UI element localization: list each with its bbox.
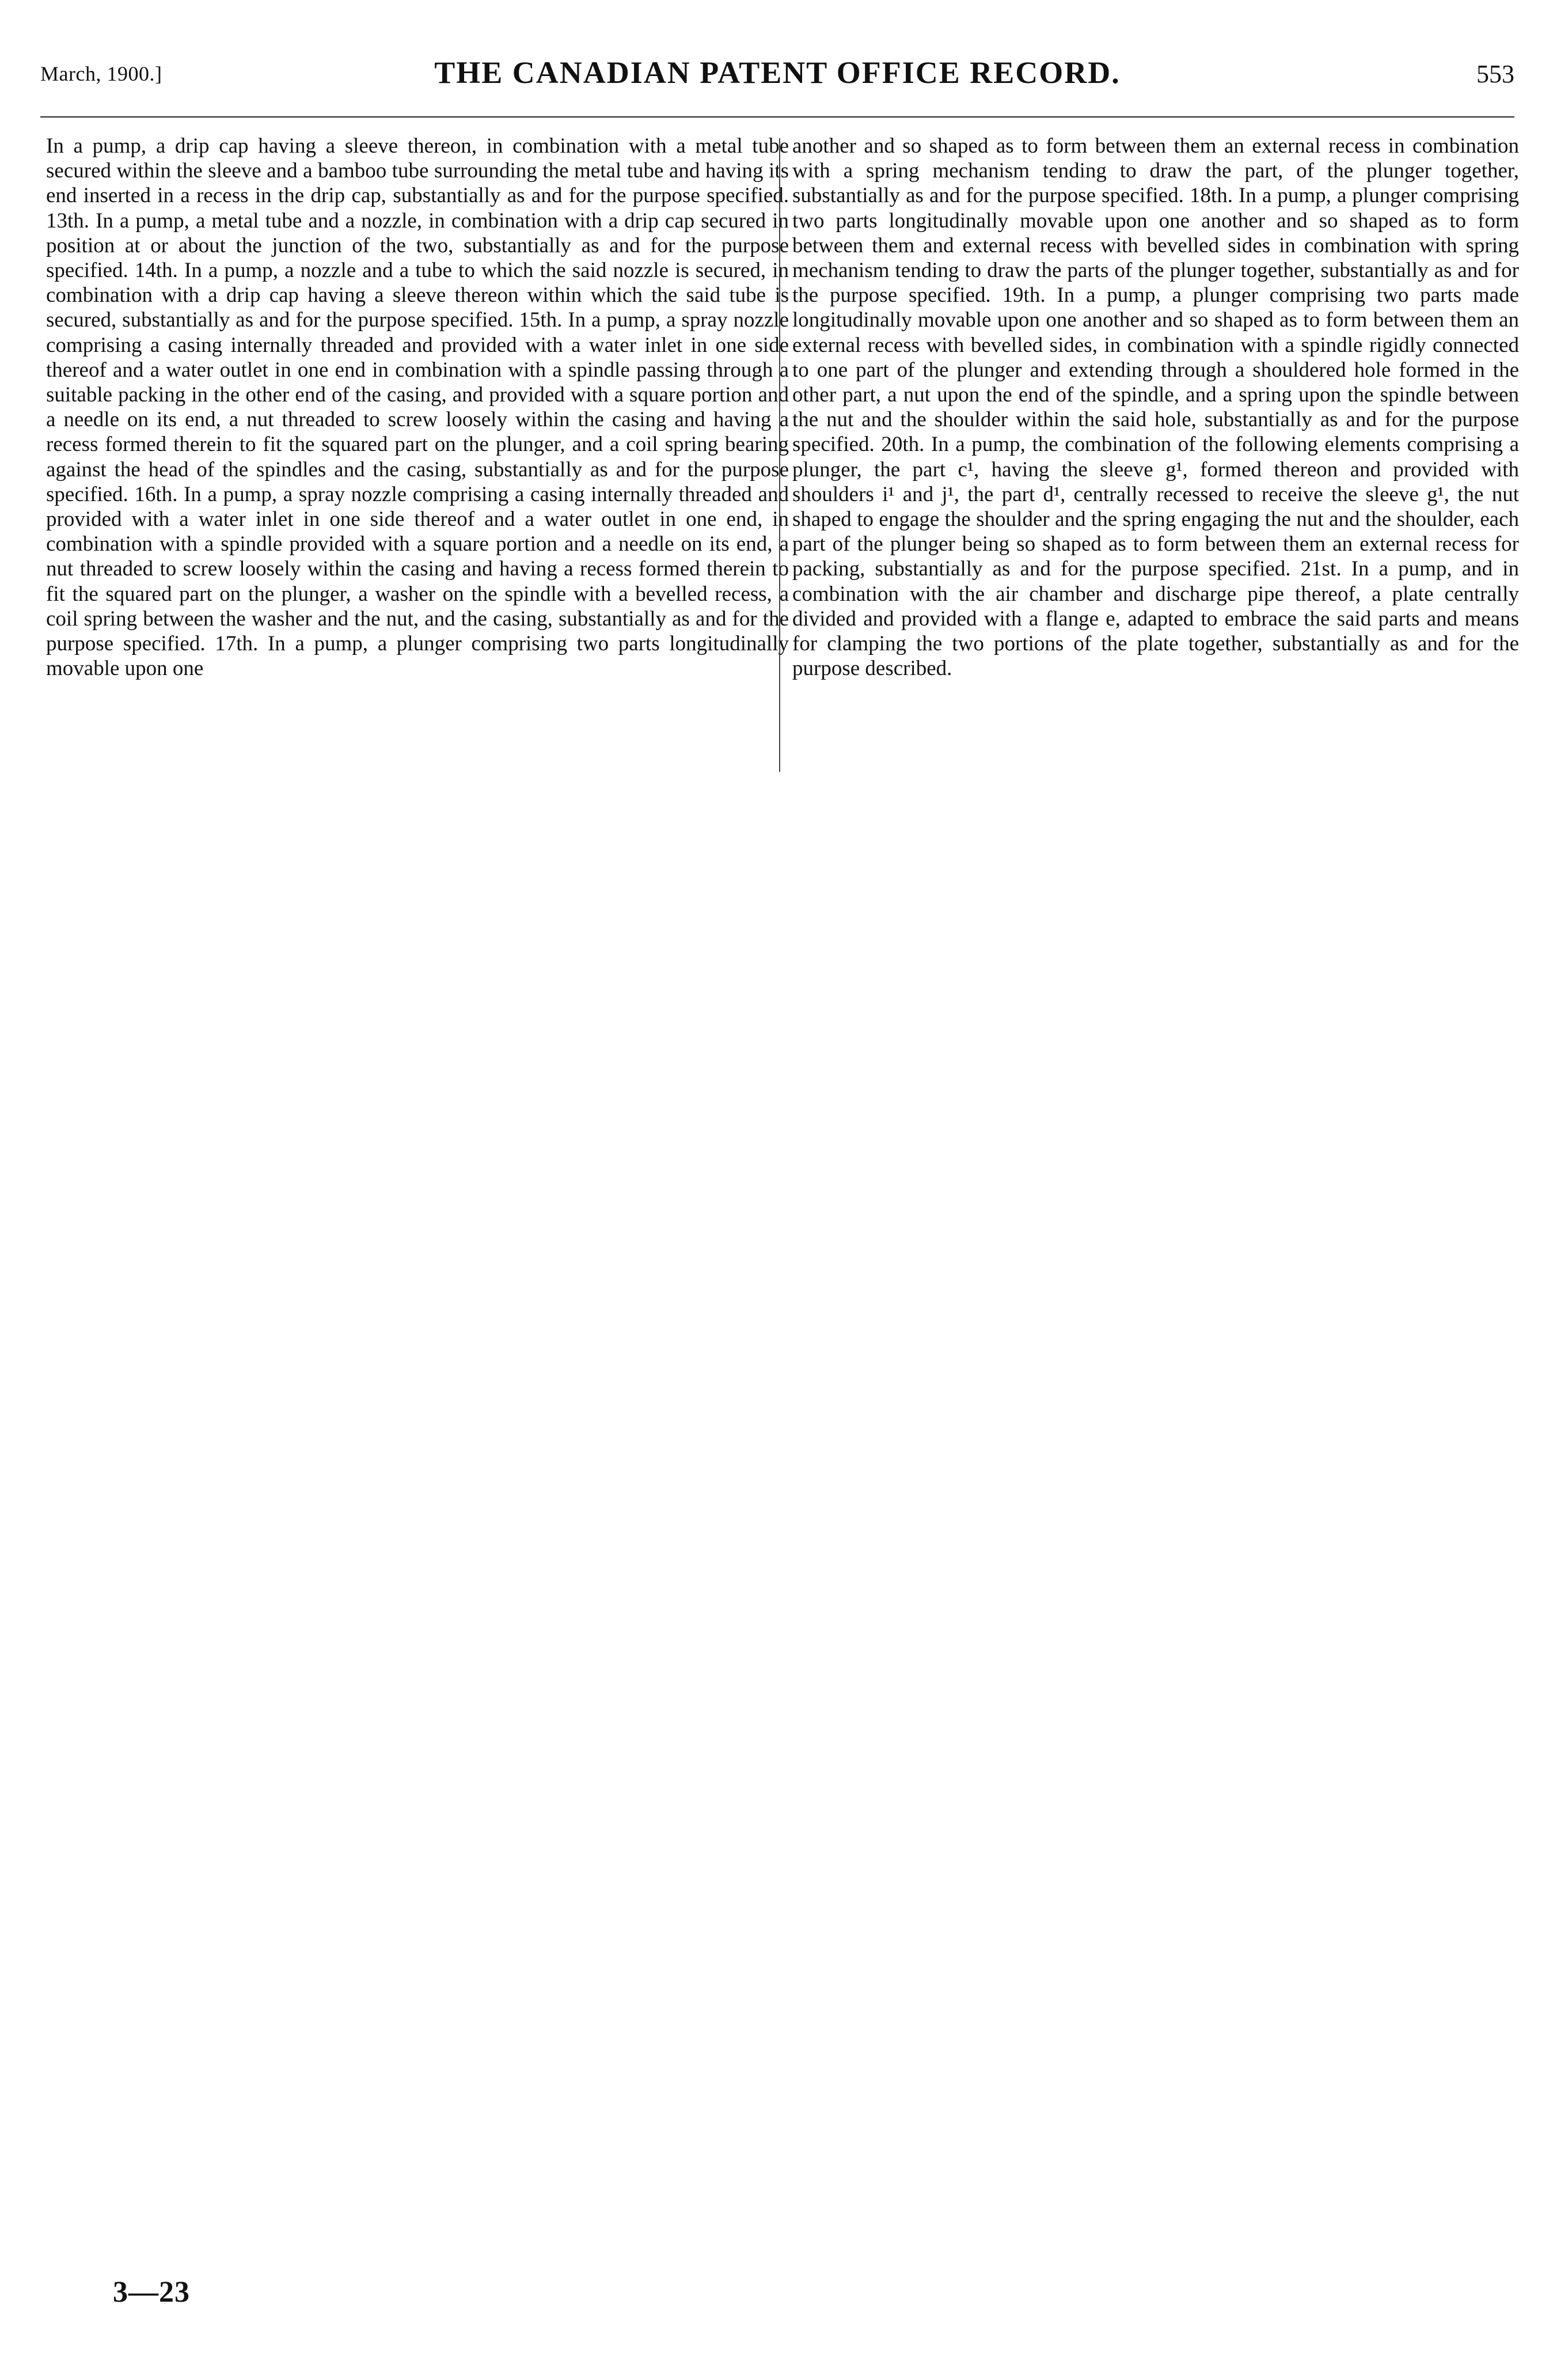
header-rule: [40, 116, 1514, 118]
column-divider: [779, 138, 780, 772]
header-date: March, 1900.]: [40, 62, 162, 85]
page-number: 553: [1476, 60, 1514, 88]
page-header: [40, 55, 1514, 101]
signature-mark: 3—23: [113, 2276, 190, 2309]
page-title: THE CANADIAN PATENT OFFICE RECORD.: [434, 55, 1121, 90]
right-column-text: another and so shaped as to form between them an external recess in combination with a spring mechanism tending to draw the part, of the plunger together, substantially as and for the purpose specified. 18th. In a pump, a plunger comprising two parts longitudinally movable upon one another and so shaped as to form between them and external recess with bevelled sides in combination with spring mechanism tending to draw the parts of the plunger together, substantially as and for the purpose specified. 19th. In a pump, a plunger comprising two parts made longitudinally movable upon one another and so shaped as to form between them an external recess with bevelled sides, in combination with a spindle rigidly connected to one part of the plunger and extending through a shouldered hole formed in the other part, a nut upon the end of the spindle, and a spring upon the spindle between the nut and the shoulder within the said hole, substantially as and for the purpose specified. 20th. In a pump, the combination of the following elements comprising a plunger, the part c¹, having the sleeve g¹, formed thereon and provided with shoulders i¹ and j¹, the part d¹, centrally recessed to receive the sleeve g¹, the nut shaped to engage the shoulder and the spring engaging the nut and the shoulder, each part of the plunger being so shaped as to form between them an external recess for packing, substantially as and for the purpose specified. 21st. In a pump, and in combination with the air chamber and discharge pipe thereof, a plate centrally divided and provided with a flange e, adapted to embrace the said parts and means for clamping the two portions of the plate together, substantially as and for the purpose described.: [792, 134, 1519, 681]
left-column-text: In a pump, a drip cap having a sleeve thereon, in combination with a metal tube secured within the sleeve and a bamboo tube surrounding the metal tube and having its end inserted in a recess in the drip cap, substantially as and for the purpose specified. 13th. In a pump, a metal tube and a nozzle, in combination with a drip cap secured in position at or about the junction of the two, substantially as and for the purpose specified. 14th. In a pump, a nozzle and a tube to which the said nozzle is secured, in combination with a drip cap having a sleeve thereon within which the said tube is secured, substantially as and for the purpose specified. 15th. In a pump, a spray nozzle comprising a casing internally threaded and provided with a water inlet in one side thereof and a water outlet in one end in combination with a spindle passing through a suitable packing in the other end of the casing, and provided with a square portion and a needle on its end, a nut threaded to screw loosely within the casing and having a recess formed therein to fit the squared part on the plunger, and a coil spring bearing against the head of the spindles and the casing, substantially as and for the purpose specified. 16th. In a pump, a spray nozzle comprising a casing internally threaded and provided with a water inlet in one side thereof and a water outlet in one end, in combination with a spindle provided with a square portion and a needle on its end, a nut threaded to screw loosely within the casing and having a recess formed therein to fit the squared part on the plunger, a washer on the spindle with a bevelled recess, a coil spring between the washer and the nut, and the casing, substantially as and for the purpose specified. 17th. In a pump, a plunger comprising two parts longitudinally movable upon one: [46, 134, 789, 681]
